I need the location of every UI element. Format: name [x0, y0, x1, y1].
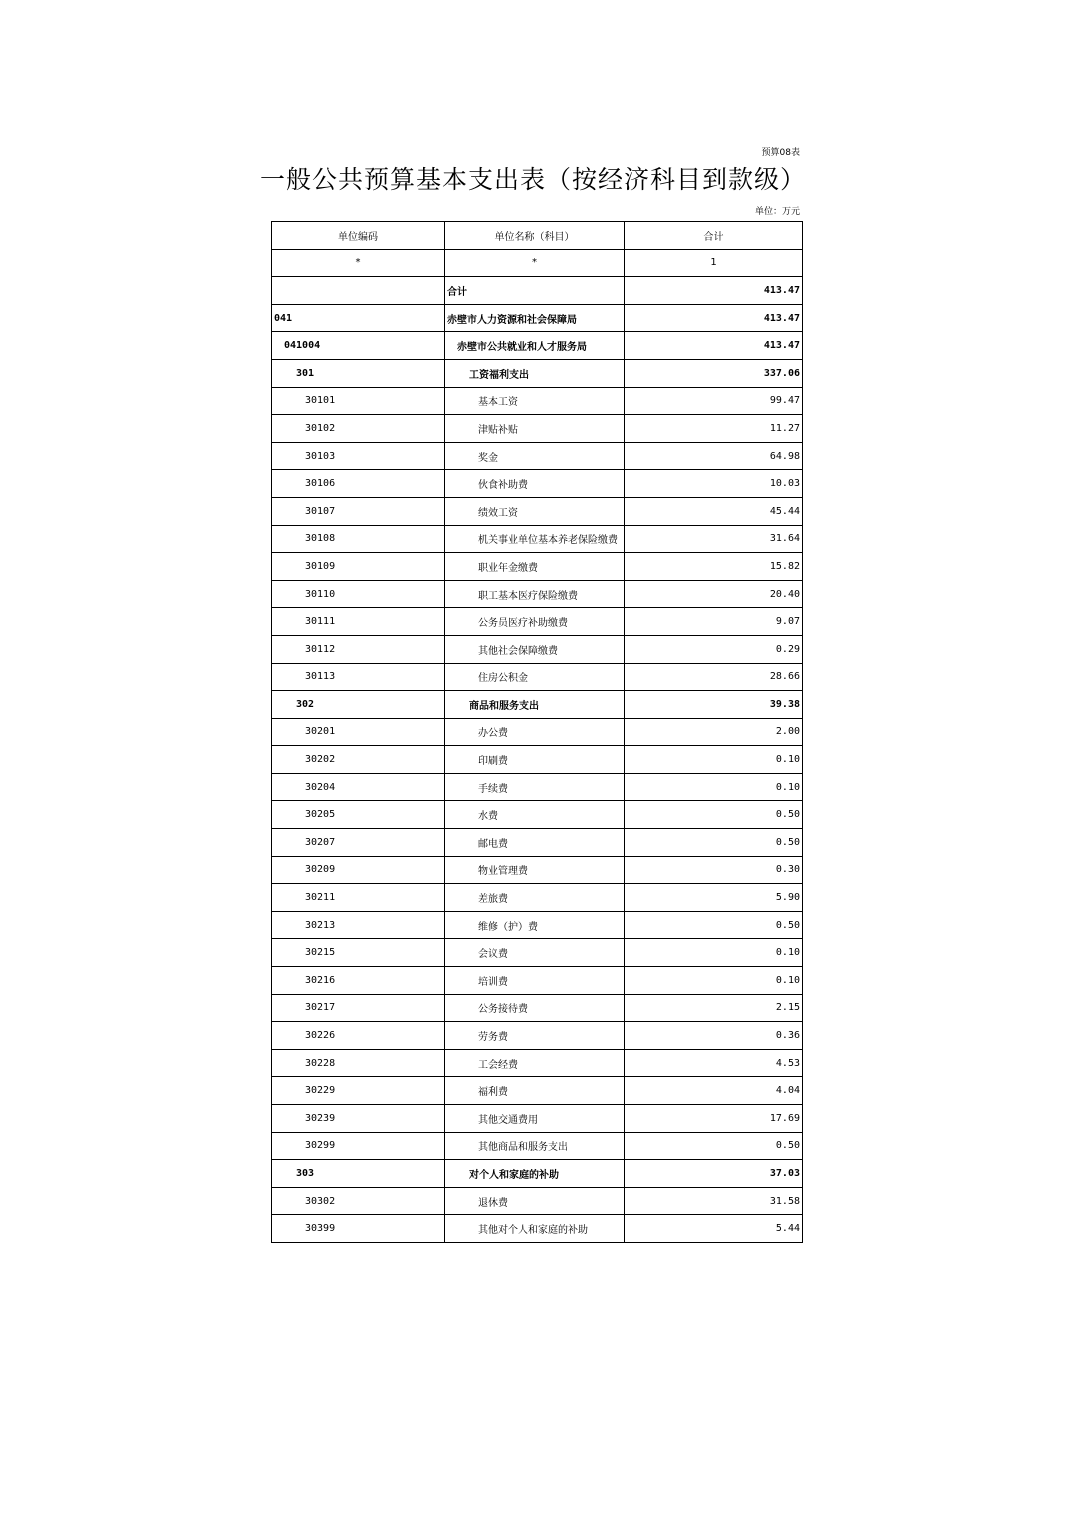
- unit-code-cell: 30109: [272, 553, 445, 581]
- unit-name-cell: 机关事业单位基本养老保险缴费: [445, 525, 625, 553]
- amount-cell: 0.29: [625, 635, 803, 663]
- unit-code-cell: 30211: [272, 884, 445, 912]
- header-index-code: *: [272, 249, 445, 277]
- unit-name-cell: 福利费: [445, 1077, 625, 1105]
- unit-code-cell: 30101: [272, 387, 445, 415]
- amount-cell: 337.06: [625, 359, 803, 387]
- form-number: 预算08表: [761, 148, 800, 158]
- unit-code-cell: 30108: [272, 525, 445, 553]
- amount-cell: 413.47: [625, 277, 803, 305]
- table-row: [272, 1187, 803, 1215]
- table-row: [272, 277, 803, 305]
- unit-name-cell: 奖金: [445, 442, 625, 470]
- budget-table: [271, 221, 803, 1243]
- amount-cell: 15.82: [625, 553, 803, 581]
- unit-name-cell: 公务员医疗补助缴费: [445, 608, 625, 636]
- table-row: [272, 415, 803, 443]
- unit-code-cell: 30239: [272, 1105, 445, 1133]
- unit-name-cell: 绩效工资: [445, 497, 625, 525]
- table-row: [272, 1022, 803, 1050]
- unit-code-cell: [272, 277, 445, 305]
- header-index-total: 1: [625, 249, 803, 277]
- table-row: [272, 691, 803, 719]
- table-row: [272, 1105, 803, 1133]
- unit-code-cell: 301: [272, 359, 445, 387]
- table-row: [272, 635, 803, 663]
- amount-cell: 4.04: [625, 1077, 803, 1105]
- unit-code-cell: 30209: [272, 856, 445, 884]
- amount-cell: 31.64: [625, 525, 803, 553]
- unit-code-cell: 041004: [272, 332, 445, 360]
- unit-name-cell: 基本工资: [445, 387, 625, 415]
- table-row: [272, 911, 803, 939]
- table-row: [272, 1215, 803, 1243]
- unit-name-cell: 维修（护）费: [445, 911, 625, 939]
- header-total: 合计: [625, 222, 803, 250]
- amount-cell: 64.98: [625, 442, 803, 470]
- amount-cell: 2.00: [625, 718, 803, 746]
- unit-name-cell: 对个人和家庭的补助: [445, 1160, 625, 1188]
- page-title: 一般公共预算基本支出表（按经济科目到款级）: [260, 165, 807, 194]
- table-row: [272, 773, 803, 801]
- table-row: [272, 718, 803, 746]
- amount-cell: 0.50: [625, 911, 803, 939]
- table-row: [272, 1049, 803, 1077]
- unit-code-cell: 30106: [272, 470, 445, 498]
- unit-code-cell: 041: [272, 304, 445, 332]
- table-row: [272, 332, 803, 360]
- table-row: [272, 497, 803, 525]
- table-row: [272, 580, 803, 608]
- table-row: [272, 939, 803, 967]
- unit-name-cell: 工资福利支出: [445, 359, 625, 387]
- amount-cell: 39.38: [625, 691, 803, 719]
- table-row: [272, 553, 803, 581]
- unit-code-cell: 30111: [272, 608, 445, 636]
- amount-cell: 9.07: [625, 608, 803, 636]
- unit-name-cell: 职业年金缴费: [445, 553, 625, 581]
- unit-code-cell: 30113: [272, 663, 445, 691]
- amount-cell: 31.58: [625, 1187, 803, 1215]
- table-row: [272, 829, 803, 857]
- unit-code-cell: 30299: [272, 1132, 445, 1160]
- unit-name-cell: 培训费: [445, 967, 625, 995]
- unit-code-cell: 302: [272, 691, 445, 719]
- amount-cell: 0.30: [625, 856, 803, 884]
- header-row: [272, 222, 803, 250]
- unit-code-cell: 30102: [272, 415, 445, 443]
- unit-code-cell: 30112: [272, 635, 445, 663]
- unit-code-cell: 30213: [272, 911, 445, 939]
- unit-code-cell: 30205: [272, 801, 445, 829]
- amount-cell: 99.47: [625, 387, 803, 415]
- table-row: [272, 1160, 803, 1188]
- unit-name-cell: 办公费: [445, 718, 625, 746]
- amount-cell: 5.44: [625, 1215, 803, 1243]
- unit-name-cell: 会议费: [445, 939, 625, 967]
- unit-label: 单位：万元: [754, 207, 800, 217]
- unit-code-cell: 30229: [272, 1077, 445, 1105]
- unit-code-cell: 30103: [272, 442, 445, 470]
- unit-code-cell: 30107: [272, 497, 445, 525]
- unit-name-cell: 其他对个人和家庭的补助: [445, 1215, 625, 1243]
- amount-cell: 0.10: [625, 939, 803, 967]
- unit-code-cell: 30302: [272, 1187, 445, 1215]
- amount-cell: 45.44: [625, 497, 803, 525]
- unit-name-cell: 其他社会保障缴费: [445, 635, 625, 663]
- table-row: [272, 746, 803, 774]
- amount-cell: 0.50: [625, 801, 803, 829]
- unit-code-cell: 30215: [272, 939, 445, 967]
- table-row: [272, 801, 803, 829]
- unit-name-cell: 津贴补贴: [445, 415, 625, 443]
- unit-code-cell: 30110: [272, 580, 445, 608]
- amount-cell: 10.03: [625, 470, 803, 498]
- unit-name-cell: 印刷费: [445, 746, 625, 774]
- amount-cell: 28.66: [625, 663, 803, 691]
- unit-code-cell: 30202: [272, 746, 445, 774]
- unit-code-cell: 30201: [272, 718, 445, 746]
- unit-code-cell: 30207: [272, 829, 445, 857]
- amount-cell: 0.36: [625, 1022, 803, 1050]
- unit-name-cell: 工会经费: [445, 1049, 625, 1077]
- unit-name-cell: 赤壁市公共就业和人才服务局: [445, 332, 625, 360]
- unit-name-cell: 劳务费: [445, 1022, 625, 1050]
- table-row: [272, 663, 803, 691]
- table-row: [272, 1077, 803, 1105]
- amount-cell: 413.47: [625, 304, 803, 332]
- unit-code-cell: 30399: [272, 1215, 445, 1243]
- amount-cell: 0.10: [625, 773, 803, 801]
- unit-code-cell: 30217: [272, 994, 445, 1022]
- header-index-row: [272, 249, 803, 277]
- unit-name-cell: 伙食补助费: [445, 470, 625, 498]
- amount-cell: 2.15: [625, 994, 803, 1022]
- table-row: [272, 967, 803, 995]
- unit-code-cell: 30216: [272, 967, 445, 995]
- unit-code-cell: 30228: [272, 1049, 445, 1077]
- amount-cell: 413.47: [625, 332, 803, 360]
- unit-name-cell: 水费: [445, 801, 625, 829]
- table-row: [272, 608, 803, 636]
- amount-cell: 0.10: [625, 967, 803, 995]
- amount-cell: 4.53: [625, 1049, 803, 1077]
- header-index-name: *: [445, 249, 625, 277]
- unit-name-cell: 职工基本医疗保险缴费: [445, 580, 625, 608]
- amount-cell: 11.27: [625, 415, 803, 443]
- unit-name-cell: 其他商品和服务支出: [445, 1132, 625, 1160]
- table-row: [272, 442, 803, 470]
- unit-name-cell: 差旅费: [445, 884, 625, 912]
- table-row: [272, 304, 803, 332]
- unit-name-cell: 物业管理费: [445, 856, 625, 884]
- header-name: 单位名称（科目）: [445, 222, 625, 250]
- amount-cell: 37.03: [625, 1160, 803, 1188]
- amount-cell: 20.40: [625, 580, 803, 608]
- table-row: [272, 994, 803, 1022]
- amount-cell: 0.10: [625, 746, 803, 774]
- unit-name-cell: 商品和服务支出: [445, 691, 625, 719]
- amount-cell: 0.50: [625, 1132, 803, 1160]
- table-row: [272, 387, 803, 415]
- unit-name-cell: 合计: [445, 277, 625, 305]
- unit-name-cell: 其他交通费用: [445, 1105, 625, 1133]
- unit-name-cell: 公务接待费: [445, 994, 625, 1022]
- table-row: [272, 470, 803, 498]
- header-code: 单位编码: [272, 222, 445, 250]
- amount-cell: 5.90: [625, 884, 803, 912]
- unit-code-cell: 30226: [272, 1022, 445, 1050]
- unit-name-cell: 赤壁市人力资源和社会保障局: [445, 304, 625, 332]
- table-row: [272, 359, 803, 387]
- table-row: [272, 856, 803, 884]
- unit-name-cell: 退休费: [445, 1187, 625, 1215]
- table-row: [272, 884, 803, 912]
- amount-cell: 0.50: [625, 829, 803, 857]
- unit-name-cell: 邮电费: [445, 829, 625, 857]
- unit-code-cell: 303: [272, 1160, 445, 1188]
- unit-name-cell: 住房公积金: [445, 663, 625, 691]
- unit-name-cell: 手续费: [445, 773, 625, 801]
- table-row: [272, 525, 803, 553]
- table-row: [272, 1132, 803, 1160]
- amount-cell: 17.69: [625, 1105, 803, 1133]
- unit-code-cell: 30204: [272, 773, 445, 801]
